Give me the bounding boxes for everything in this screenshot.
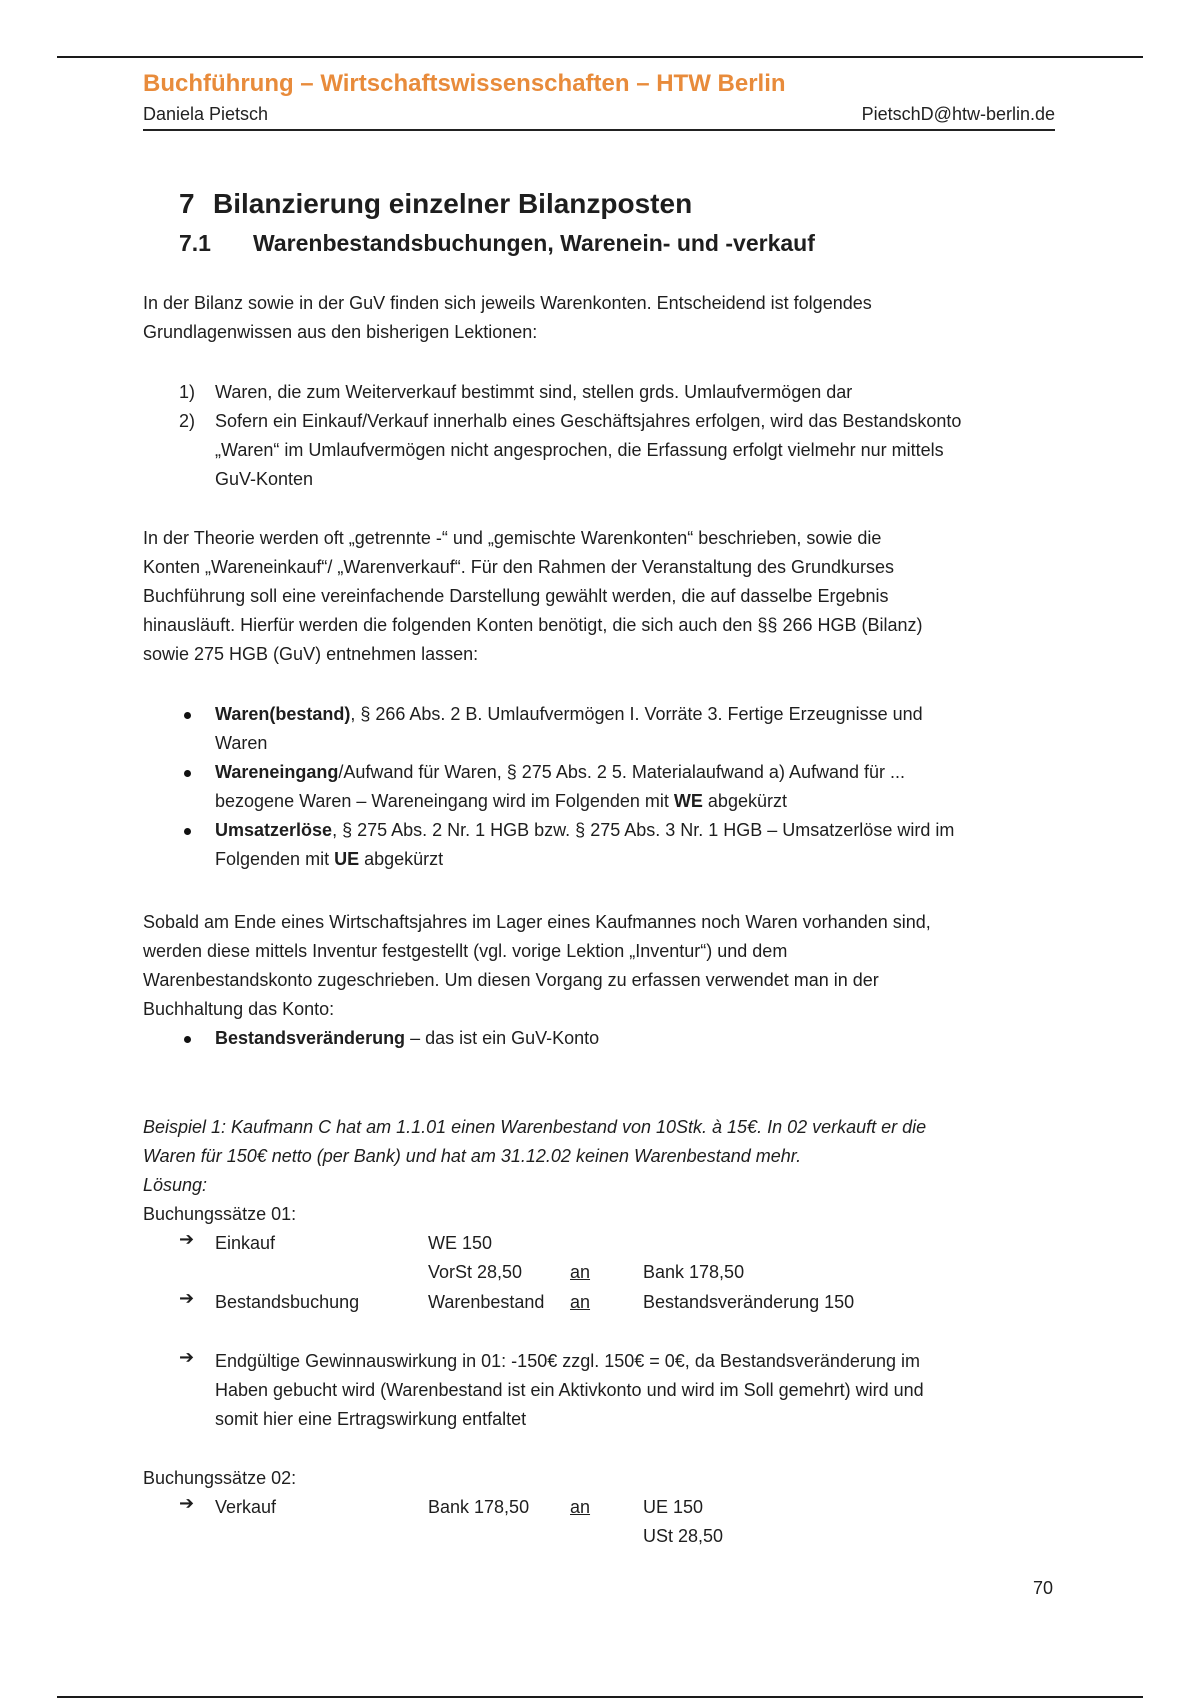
paragraph-line: sowie 275 HGB (GuV) entnehmen lassen: [143,644,479,664]
header-email[interactable]: PietschD@htw-berlin.de [861,104,1055,124]
chapter-title: Bilanzierung einzelner Bilanzposten [213,188,693,219]
list-marker: 1) [179,382,196,402]
section-title: Warenbestandsbuchungen, Warenein- und -verkauf [253,230,815,256]
account-name: Wareneingang [215,762,339,782]
account-text: bezogene Waren – Wareneingang wird im Folgenden mit [215,791,674,811]
header-title: Buchführung – Wirtschaftswissenschaften – HTW Berlin [143,70,786,97]
document-page [143,0,1055,1700]
theory-paragraph [143,524,1055,669]
account-text: Waren [215,733,268,753]
arrow-icon: ➔ [179,1229,195,1249]
list-item [179,407,1055,494]
account-text: /Aufwand für Waren, § 275 Abs. 2 5. Materialaufwand a) Aufwand für ... [338,762,906,782]
chapter-number: 7 [179,188,195,219]
booking-debit: Bank 178,50 [428,1497,530,1517]
bestand-list [179,1024,1055,1053]
paragraph-line: Konten „Wareneinkauf“/ „Warenverkauf“. Für den Rahmen der Veranstaltung des Grundkurses [143,557,895,577]
section-number: 7.1 [179,230,211,256]
account-text: abgekürzt [359,849,444,869]
arrow-icon: ➔ [179,1493,195,1513]
booking-heading-01: Buchungssätze 01: [143,1204,297,1224]
booking-heading-02: Buchungssätze 02: [143,1468,297,1488]
booking-credit: UE 150 [643,1497,704,1517]
bullet-icon [184,828,191,835]
header-rule [143,129,1055,131]
paragraph-line: Sobald am Ende eines Wirtschaftsjahres im Lager eines Kaufmannes noch Waren vorhanden sind, [143,912,931,932]
booking-credit: Bank 178,50 [643,1262,745,1282]
paragraph-line: Buchführung soll eine vereinfachende Darstellung gewählt werden, die auf dasselbe Ergebnis [143,586,889,606]
account-text: abgekürzt [702,791,787,811]
account-name: Bestandsveränderung [215,1028,406,1048]
numbered-list [179,378,1055,494]
account-name: Waren(bestand) [215,704,351,724]
booking-an: an [570,1497,591,1517]
account-name: Umsatzerlöse [215,820,333,840]
bullet-icon [184,712,191,719]
booking-label-einkauf: Einkauf [215,1233,276,1253]
list-item [179,700,1055,758]
booking-debit: Warenbestand [428,1292,545,1312]
account-text: Folgenden mit [215,849,335,869]
effect-line: Endgültige Gewinnauswirkung in 01: -150€ zzgl. 150€ = 0€, da Bestandsveränderung im [215,1351,920,1371]
paragraph-line: werden diese mittels Inventur festgestellt (vgl. vorige Lektion „Inventur“) und dem [143,941,788,961]
paragraph-line: hinausläuft. Hierfür werden die folgenden Konten benötigt, die sich auch den §§ 266 HGB (Bilanz) [143,615,923,635]
chapter-heading [179,188,692,220]
abbreviation: UE [334,849,360,869]
bullet-icon [184,1036,191,1043]
intro-line: In der Bilanz sowie in der GuV finden sich jeweils Warenkonten. Entscheidend ist folgendes [143,293,872,313]
account-text: – das ist ein GuV-Konto [405,1028,600,1048]
example-statement [143,1113,1055,1200]
arrow-icon: ➔ [179,1347,195,1367]
list-item [179,816,1055,874]
paragraph-line: Buchhaltung das Konto: [143,999,335,1019]
booking-credit: USt 28,50 [643,1526,724,1546]
list-item-text: Sofern ein Einkauf/Verkauf innerhalb eines Geschäftsjahres erfolgen, wird das Bestandskonto [215,411,962,431]
solution-label: Lösung: [143,1175,208,1195]
account-text: , § 266 Abs. 2 B. Umlaufvermögen I. Vorräte 3. Fertige Erzeugnisse und [350,704,923,724]
booking-an: an [570,1262,591,1282]
intro-paragraph [143,289,1055,347]
intro-line: Grundlagenwissen aus den bisherigen Lektionen: [143,322,538,342]
arrow-icon: ➔ [179,1288,195,1308]
accounts-list [179,700,1055,874]
booking-label-bestand: Bestandsbuchung [215,1292,360,1312]
booking-debit: VorSt 28,50 [428,1262,523,1282]
booking-label-verkauf: Verkauf [215,1497,277,1517]
inventory-paragraph [143,908,1055,1024]
effect-note [215,1347,1055,1434]
abbreviation: WE [673,791,703,811]
booking-credit: Bestandsveränderung 150 [643,1292,855,1312]
example-line: Beispiel 1: Kaufmann C hat am 1.1.01 einen Warenbestand von 10Stk. à 15€. In 02 verkauft er die [143,1117,927,1137]
example-line: Waren für 150€ netto (per Bank) und hat am 31.12.02 keinen Warenbestand mehr. [143,1146,802,1166]
effect-line: Haben gebucht wird (Warenbestand ist ein Aktivkonto und wird im Soll gemehrt) wird und [215,1380,924,1400]
booking-debit: WE 150 [428,1233,493,1253]
list-item-text: „Waren“ im Umlaufvermögen nicht angesprochen, die Erfassung erfolgt vielmehr nur mittels [215,440,944,460]
list-item [179,758,1055,816]
list-item [179,378,1055,407]
page-number: 70 [1033,1578,1054,1598]
bullet-icon [184,770,191,777]
booking-an: an [570,1292,591,1312]
paragraph-line: Warenbestandskonto zugeschrieben. Um diesen Vorgang zu erfassen verwendet man in der [143,970,879,990]
section-heading [179,230,815,257]
list-item-text: Waren, die zum Weiterverkauf bestimmt sind, stellen grds. Umlaufvermögen dar [215,382,853,402]
header-row [143,104,1055,125]
list-item-text: GuV-Konten [215,469,314,489]
list-marker: 2) [179,411,196,431]
paragraph-line: In der Theorie werden oft „getrennte -“ und „gemischte Warenkonten“ beschrieben, sowie die [143,528,882,548]
list-item [179,1024,1055,1053]
header-author: Daniela Pietsch [143,104,269,124]
account-text: , § 275 Abs. 2 Nr. 1 HGB bzw. § 275 Abs. 3 Nr. 1 HGB – Umsatzerlöse wird im [332,820,955,840]
effect-line: somit hier eine Ertragswirkung entfaltet [215,1409,527,1429]
